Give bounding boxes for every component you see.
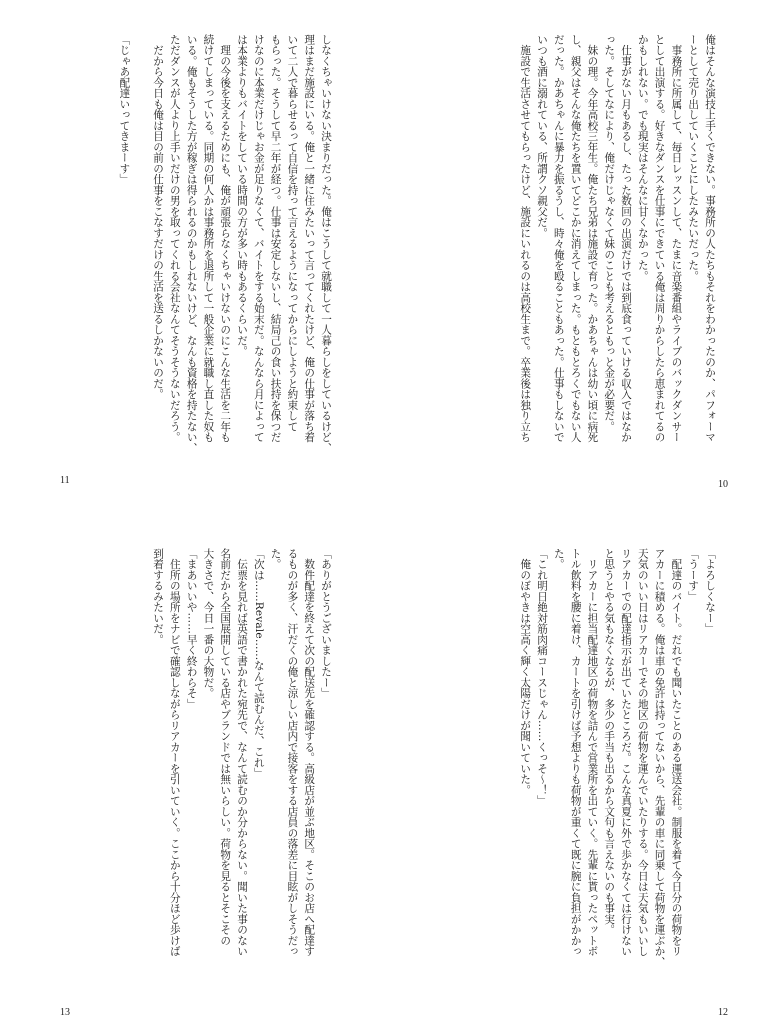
text-line: リアカーでの配達指示が出ていたところだ。こんな真夏に外で歩かなくては行けない	[620, 548, 633, 957]
text-line: リアカーに担当配達地区の荷物を詰んで営業所を出ていく。先輩に貰ったペットボ	[586, 548, 599, 957]
text-line: ただダンスが人より上手いだけの男を取ってくれる会社なんてそうそうないだろう。	[168, 34, 181, 443]
text-line: 伝票を見れば英語で書かれた宛先で、なんて読むのか分からない。聞いた事のない	[236, 548, 249, 957]
text-line: るものが多く、汗だくの俺と涼しい店内で接客をする店員の落差に目眩がしそうだっ	[286, 548, 299, 957]
text-line: 配達のバイト。だれでも聞いたことのある運送会社。制服を着て今日分の荷物をリ	[670, 548, 683, 957]
text-line: 「ありがとうございましたー」	[320, 548, 332, 699]
text-line: 「まあいいや……早く終わらそ」	[185, 548, 198, 710]
text-line: いる。俺もそうした方が稼ぎは得られるのかもしれないけど、なんも資格を持たない、	[185, 34, 198, 454]
page-12	[384, 512, 768, 1024]
text-line: 「よろしくなー」	[704, 548, 716, 634]
text-line: アカーに積める。俺は車の免許は持ってないから、先輩の車に同乗して荷物を運ぶか、	[653, 548, 666, 968]
text-line: 事務所に所属して、毎日レッスンして、たまに音楽番組やライブのバックダンサー	[670, 34, 683, 443]
text-line: 「次は……Revale……なんて読むんだ、これ」	[252, 548, 265, 779]
page-11-body	[116, 34, 334, 476]
page-number: 12	[718, 1007, 728, 1018]
text-line: として出演する。好きなダンスを仕事にできている俺は周りからしたら恵まれてるの	[653, 34, 666, 443]
text-line: 「じゃあ配達いってきまーす」	[118, 34, 131, 185]
text-line: た。	[269, 548, 282, 570]
text-line: けなのに本業だけじゃお金が足りなくて、バイトをする始末だ。なんなら月によって	[252, 34, 265, 443]
page-13-body	[149, 548, 334, 990]
text-line: 「うーす」	[687, 548, 700, 602]
text-line: 数件配達を終えて次の配送先を確認する。高級店が並ぶ地区。そこのお店へ配達す	[303, 548, 316, 957]
page-13	[0, 512, 384, 1024]
text-line: 大きさで、今日一番の大物だ。	[202, 548, 215, 699]
text-line: 到着するみたいだ。	[152, 548, 165, 645]
text-line: 妹の理。今年高校三年生。俺たち兄弟は施設で育った。かあちゃんは幼い頃に病死	[586, 34, 599, 443]
page-10	[384, 0, 768, 512]
text-line: た。	[552, 548, 565, 570]
text-line: し、親父はそんな俺たちを置いてどこかに消えてしまった。もともとろくでもない人	[569, 34, 582, 443]
page-number: 10	[718, 479, 728, 490]
text-line: と思うとやる気もなくなるが、多少の手当も出るから文句も言えないのも事実。	[603, 548, 616, 935]
text-line: だから今日も俺は目の前の仕事をこなすだけの生活を送るしかないのだ。	[152, 34, 165, 400]
text-line: 名前だから全国展開している店やブランドでは無いらしい。荷物を見るとそこその	[219, 548, 232, 946]
text-line: いて二人で暮らせるって自信を持って言えるようになってからにしようと約束して	[286, 34, 299, 432]
text-line: 天気のいい日はリアカーでその地区の荷物を運んでいたりする。今日は天気もいいし	[636, 548, 649, 957]
text-line: しなくちゃいけない決まりだった。俺はこうして就職して一人暮らしをしているけど、	[320, 34, 332, 454]
text-line: 理はまだ施設にいる。俺と一緒に住みたいって言ってくれたけど、俺の仕事が落ち着	[303, 34, 316, 443]
page-10-body	[516, 34, 718, 476]
text-line: 続けてしまっている。同期の何人かは事務所を退所して一般企業に就職し直した奴も	[202, 34, 215, 443]
text-line: いつも酒に溺れている、所謂クソ親父だ。	[536, 34, 549, 239]
page-12-body	[516, 548, 718, 990]
text-line: 仕事がない月もあるし、たった数回の出演だけでは到底食っていける収入ではなか	[620, 34, 633, 443]
text-line: 俺のぼやきは空高く輝く太陽だけが聞いていた。	[519, 548, 532, 796]
text-line: もらった。そうして早二年が経つ。仕事は安定しないし、結局己の食い扶持を保つだ	[269, 34, 282, 443]
text-line: 理の今後を支えるためにも、俺が頑張らなくちゃいけないのにこんな生活を二年も	[219, 34, 232, 443]
text-line: かもしれない。でも現実はそんなに甘くなかった。	[636, 34, 649, 282]
text-line: は本業よりもバイトをしている時間の方が多い時もあるくらいだ。	[236, 34, 249, 357]
text-line: 施設で生活させてもらったけど、施設にいれるのは高校生まで。卒業後は独り立ち	[519, 34, 532, 443]
text-line: 「これ明日絶対筋肉痛コースじゃん……くっそ～！」	[536, 548, 549, 806]
text-line: 住所の場所をナビで確認しながらリアカーを引いていく。ここから十分ほど歩けば	[168, 548, 181, 957]
page-number: 11	[60, 475, 70, 486]
text-line: ーとして売り出していくことにしたみたいだった。	[687, 34, 700, 282]
text-line: だった。かあちゃんに暴力を振るうし、時々俺を殴ることもあった。仕事もしないで	[552, 34, 565, 443]
text-line: トル飲料を腰に着け、カートを引けば予想よりも荷物が重くて既に腕に負担がかかっ	[569, 548, 582, 957]
page-number: 13	[60, 1007, 70, 1018]
page-11	[0, 0, 384, 512]
text-line: った。そしてなにより、俺だけじゃなくて妹のことも考えるともっと金が必要だ。	[603, 34, 616, 432]
text-line	[132, 34, 149, 476]
text-line: 俺はそんな演技上手くできない。事務所の人たちもそれをわかったのか、パフォーマ	[704, 34, 716, 443]
